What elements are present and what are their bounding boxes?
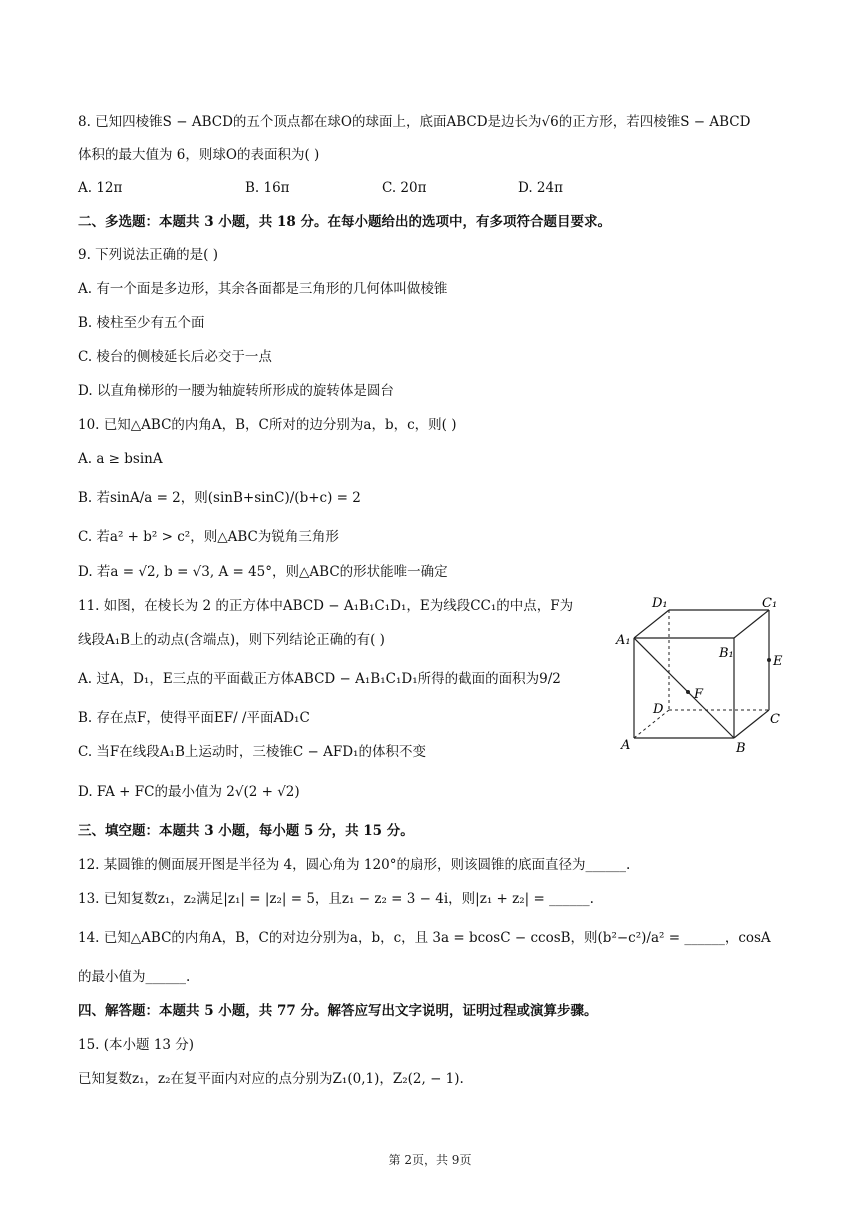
q10-option-a: A. a ≥ bsinA [78,451,163,467]
edge-a1d1 [634,610,669,638]
q11-option-c: C. 当F在线段A₁B上运动时，三棱锥C − AFD₁的体积不变 [78,744,426,760]
q10-option-c: C. 若a² + b² > c²，则△ABC为锐角三角形 [78,529,339,545]
label-e: E [773,654,783,669]
q13-text: 13. 已知复数z₁，z₂满足|z₁| = |z₂| = 5，且z₁ − z₂ = 3 − 4i，则|z₁ + z₂| = ______. [78,891,594,907]
q9-option-b: B. 棱柱至少有五个面 [78,315,205,331]
label-d: D [653,702,664,717]
edge-bc [734,710,769,738]
q8-line1: 8. 已知四棱锥S − ABCD的五个顶点都在球O的球面上，底面ABCD是边长为√6的正方形，若四棱锥S − ABCD [78,114,751,130]
q15-header: 15. (本小题 13 分) [78,1037,195,1053]
label-b: B [736,741,746,756]
section-heading-multiple-choice: 二、多选题：本题共 3 小题，共 18 分。在每小题给出的选项中，有多项符合题目要求。 [78,214,611,230]
label-d1: D₁ [652,596,668,611]
edge-b1c1 [734,610,769,638]
q8-line2: 体积的最大值为 6，则球O的表面积为( ) [78,147,320,163]
q8-option-b: B. 16π [245,180,290,196]
point-f [686,690,690,694]
q11-option-b: B. 存在点F，使得平面EF/ /平面AD₁C [78,710,310,726]
section-heading-solutions: 四、解答题：本题共 5 小题，共 77 分。解答应写出文字说明，证明过程或演算步骤。 [78,1003,598,1019]
q9-option-d: D. 以直角梯形的一腰为轴旋转所形成的旋转体是圆台 [78,383,394,399]
q9-option-a: A. 有一个面是多边形，其余各面都是三角形的几何体叫做棱锥 [78,281,448,297]
edge-ad-hidden [634,710,669,738]
q8-option-c: C. 20π [382,180,427,196]
q14-line2: 的最小值为______. [78,969,191,985]
label-b1: B₁ [719,646,734,661]
label-f: F [694,687,704,702]
q9-stem: 9. 下列说法正确的是( ) [78,247,218,263]
label-a1: A₁ [616,633,631,648]
point-e [767,658,771,662]
q10-stem: 10. 已知△ABC的内角A，B，C所对的边分别为a，b，c，则( ) [78,417,457,433]
q8-option-d: D. 24π [518,180,563,196]
q8-option-a: A. 12π [78,180,123,196]
label-c: C [770,712,780,727]
cube-figure [612,592,792,762]
page-footer: 第 2页，共 9页 [388,1153,472,1167]
q10-option-b: B. 若sinA/a = 2，则(sinB+sinC)/(b+c) = 2 [78,490,361,506]
q11-option-a: A. 过A，D₁，E三点的平面截正方体ABCD − A₁B₁C₁D₁所得的截面的面积为9/2 [78,671,561,687]
q9-option-c: C. 棱台的侧棱延长后必交于一点 [78,349,272,365]
q11-option-d: D. FA + FC的最小值为 2√(2 + √2) [78,784,300,800]
q14-line1: 14. 已知△ABC的内角A，B，C的对边分别为a，b，c，且 3a = bcosC − ccosB，则(b²−c²)/a² = ______，cosA [78,930,771,946]
q11-stem-line2: 线段A₁B上的动点(含端点)，则下列结论正确的有( ) [78,632,385,648]
q11-stem-line1: 11. 如图，在棱长为 2 的正方体中ABCD − A₁B₁C₁D₁，E为线段CC₁的中点，F为 [78,598,574,614]
label-c1: C₁ [762,596,778,611]
q10-option-d: D. 若a = √2, b = √3, A = 45°，则△ABC的形状能唯一确定 [78,564,448,580]
q15-line1: 已知复数z₁，z₂在复平面内对应的点分别为Z₁(0,1)，Z₂(2, − 1). [78,1071,464,1087]
label-a: A [621,738,631,753]
section-heading-fill-in: 三、填空题：本题共 3 小题，每小题 5 分，共 15 分。 [78,823,414,839]
q12-text: 12. 某圆锥的侧面展开图是半径为 4，圆心角为 120°的扇形，则该圆锥的底面直径为______. [78,857,631,873]
